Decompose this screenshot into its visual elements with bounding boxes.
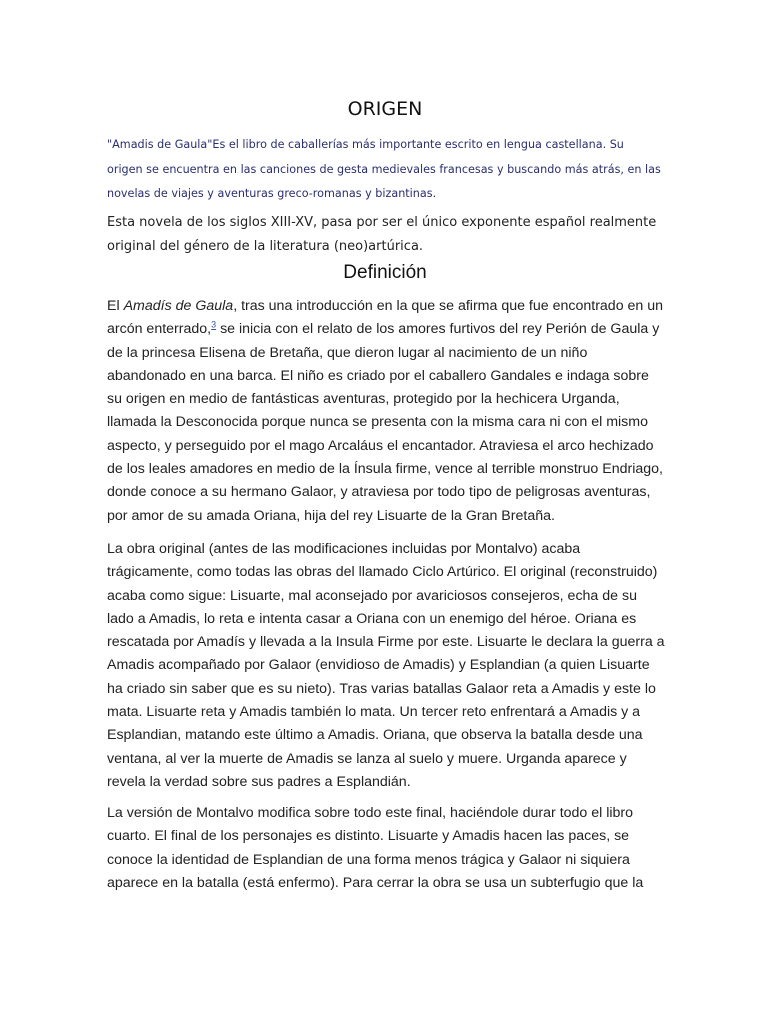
definition-paragraph-2: La obra original (antes de las modificaciones incluidas por Montalvo) acaba trágicamente, como todas las obras del llamado Ciclo Artúrico. El original (reconstruido) acaba como sigue: Lisuarte, mal aconsejado por avariciosos consejeros, echa de su lado a Amadis, lo reta e intenta casar a Oriana con un enemigo del héroe. Oriana es rescatada por Amadís y llevada a la Insula Firme por este. Lisuarte le declara la guerra a Amadis acompañado por Galaor (envidioso de Amadis) y Esplandian (a quien Lisuarte ha criado sin saber que es su nieto). Tras varias batallas Galaor reta a Amadis y este lo mata. Lisuarte reta y Amadis también lo mata. Un tercer reto enfrentará a Amadis y a Esplandian, matando este último a Amadis. Oriana, que observa la batalla desde una ventana, al ver la muerte de Amadis se lanza al suelo y muere. Urganda aparece y revela la verdad sobre sus padres a Esplandián. <box>107 541 665 790</box>
para-prefix: El <box>107 298 124 314</box>
definition-paragraph-1 <box>107 295 667 528</box>
para-mid: , tras una introducción en la que se afirma que fue encontrado en un arcón enterrado, <box>107 298 664 338</box>
page-title: ORIGEN <box>347 98 423 120</box>
para-suffix: se inicia con el relato de los amores furtivos del rey Perión de Gaula y de la princesa Elisena de Bretaña, que dieron lugar al nacimiento de un niño abandonado en una barca. El niño es criado por el caballero Gandales e indaga sobre su origen en medio de fantásticas aventuras, protegido por la hechicera Urganda, llamada la Desconocida porque nunca se presenta con la misma cara ni con el mismo aspecto, y perseguido por el mago Arcaláus el encantador. Atraviesa el arco hechizado de los leales amadores en medio de la Ínsula firme, vence al terrible monstruo Endriago, donde conoce a su hermano Galaor, y atraviesa por todo tipo de peligrosas aventuras, por amor de su amada Oriana, hija del rey Lisuarte de la Gran Bretaña. <box>107 321 663 524</box>
summary-paragraph: Esta novela de los siglos XIII-XV, pasa por ser el único exponente español realmente original del género de la literatura (neo)artúrica. <box>107 215 657 254</box>
intro-paragraph: "Amadis de Gaula"Es el libro de caballerías más importante escrito en lengua castellana. Su origen se encuentra en las canciones de gesta medievales francesas y buscando más atrás, en las novelas de viajes y aventuras greco-romanas y bizantinas. <box>107 138 661 200</box>
definition-paragraph-3: La versión de Montalvo modifica sobre todo este final, haciéndole durar todo el libro cuarto. El final de los personajes es distinto. Lisuarte y Amadis hacen las paces, se conoce la identidad de Esplandian de una forma menos trágica y Galaor ni siquiera aparece en la batalla (está enfermo). Para cerrar la obra se usa un subterfugio que la <box>107 805 644 891</box>
book-title-italic: Amadís de Gaula <box>123 298 234 314</box>
footnote-link[interactable]: 3 <box>211 319 217 330</box>
section-heading-definicion: Definición <box>343 262 427 283</box>
